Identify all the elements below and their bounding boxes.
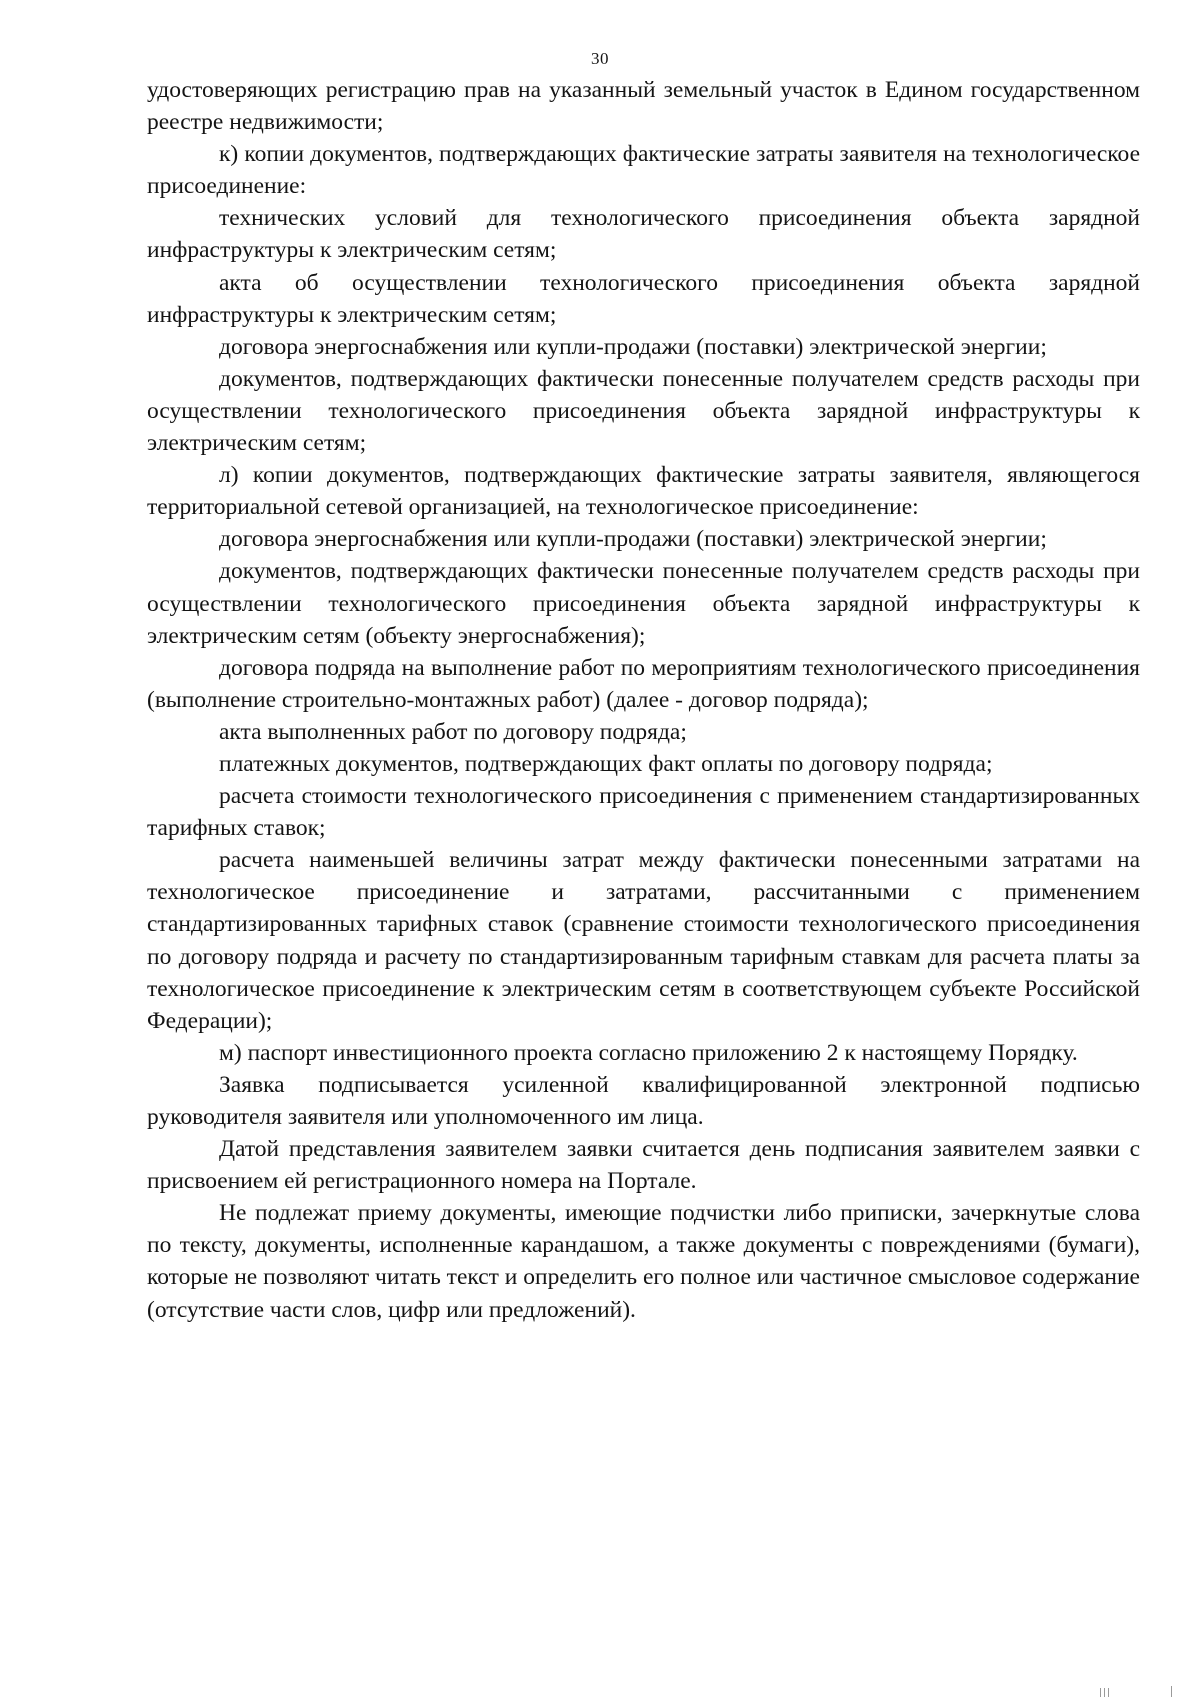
paragraph-cost-calculation: расчета стоимости технологического присоединения с применением стандартизированных тарифных ставок; <box>147 783 1140 842</box>
page-number: 30 <box>591 49 609 68</box>
paragraph-submission-date: Датой представления заявителем заявки считается день подписания заявителем заявки с присвоением ей регистрационного номера на Портале. <box>147 1136 1140 1195</box>
document-body <box>147 74 1140 1326</box>
paragraph-expense-documents: документов, подтверждающих фактически понесенные получателем средств расходы при осуществлении технологического присоединения объекта зарядной инфраструктуры к электрическим сетям; <box>147 365 1140 457</box>
paragraph-payment-documents: платежных документов, подтверждающих факт оплаты по договору подряда; <box>219 750 993 777</box>
scan-artifact <box>1104 1688 1105 1697</box>
paragraph-work-contract: договора подряда на выполнение работ по мероприятиям технологического присоединения (выполнение строительно-монтажных работ) (далее - договор подряда); <box>147 654 1140 713</box>
paragraph-expense-documents-2: документов, подтверждающих фактически понесенные получателем средств расходы при осуществлении технологического присоединения объекта зарядной инфраструктуры к электрическим сетям (объекту энергоснабжения); <box>147 558 1140 649</box>
paragraph-item-m: м) паспорт инвестиционного проекта согласно приложению 2 к настоящему Порядку. <box>219 1039 1078 1066</box>
paragraph-signature: Заявка подписывается усиленной квалифицированной электронной подписью руководителя заявителя или уполномоченного им лица. <box>147 1071 1140 1130</box>
paragraph-continuation: удостоверяющих регистрацию прав на указанный земельный участок в Едином государственном реестре недвижимости; <box>147 77 1140 136</box>
paragraph-supply-contract: договора энергоснабжения или купли-продажи (поставки) электрической энергии; <box>219 333 1047 360</box>
paragraph-min-cost-calculation: расчета наименьшей величины затрат между фактически понесенными затратами на технологическое присоединение и затратами, рассчитанными с применением стандартизированных тарифных ставок (сравнение стоимости технологического присоединения по договору подряда и расчету по стандартизированным тарифным ставкам для расчета платы за технологическое присоединение к электрическим сетям в соответствующем субъекте Российской Федерации); <box>147 847 1140 1034</box>
paragraph-item-l: л) копии документов, подтверждающих фактические затраты заявителя, являющегося территориальной сетевой организацией, на технологическое присоединение: <box>147 462 1140 521</box>
paragraph-item-k: к) копии документов, подтверждающих фактические затраты заявителя на технологическое присоединение: <box>147 141 1140 200</box>
scan-artifact <box>1108 1688 1109 1697</box>
scan-artifact <box>1100 1688 1101 1697</box>
paragraph-technical-conditions: технических условий для технологического присоединения объекта зарядной инфраструктуры к электрическим сетям; <box>147 205 1140 264</box>
paragraph-supply-contract-2: договора энергоснабжения или купли-продажи (поставки) электрической энергии; <box>219 526 1047 553</box>
scan-artifact <box>1171 1686 1172 1697</box>
paragraph-connection-act: акта об осуществлении технологического присоединения объекта зарядной инфраструктуры к электрическим сетям; <box>147 269 1140 328</box>
paragraph-rejection-rules: Не подлежат приему документы, имеющие подчистки либо приписки, зачеркнутые слова по тексту, документы, исполненные карандашом, а также документы с повреждениями (бумаги), которые не позволяют читать текст и определить его полное или частичное смысловое содержание (отсутствие части слов, цифр или предложений). <box>147 1200 1140 1323</box>
paragraph-work-act: акта выполненных работ по договору подряда; <box>219 718 687 745</box>
